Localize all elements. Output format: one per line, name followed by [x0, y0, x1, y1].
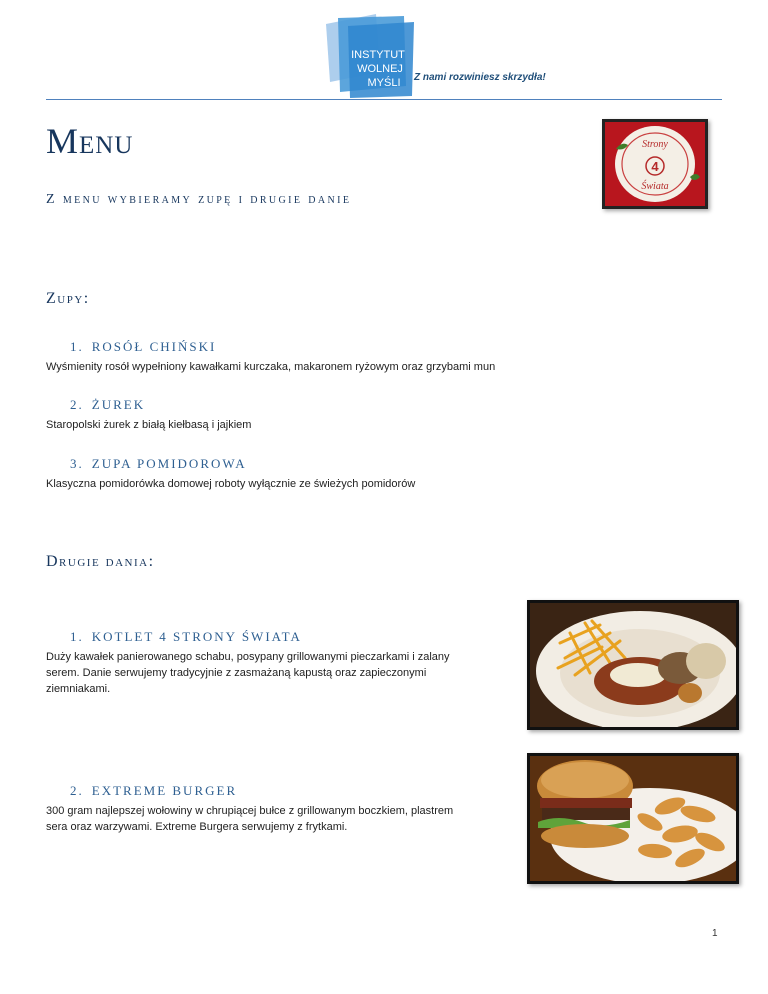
- burger-dish-photo: [527, 753, 739, 884]
- item-name: EXTREME BURGER: [91, 783, 238, 798]
- tagline: Z nami rozwiniesz skrzydła!: [414, 72, 546, 83]
- soup-item-description: Wyśmienity rosół wypełniony kawałkami kurczaka, makaronem ryżowym oraz grzybami mun: [46, 361, 496, 373]
- logo-line-2: WOLNEJ: [357, 63, 403, 75]
- badge-text-bottom: Świata: [641, 181, 669, 192]
- section-heading-mains: Drugie dania:: [46, 553, 155, 570]
- header-divider: [46, 99, 722, 100]
- item-name: ŻUREK: [91, 397, 146, 412]
- page-number: 1: [712, 928, 718, 939]
- item-name: ZUPA POMIDOROWA: [91, 456, 247, 471]
- page-subtitle: Z menu wybieramy zupę i drugie danie: [46, 192, 352, 207]
- soup-item-title: [70, 339, 216, 355]
- badge-text-top: Strony: [642, 139, 668, 150]
- soup-item-description: Staropolski żurek z białą kiełbasą i jajkiem: [46, 419, 252, 431]
- badge-text-number: 4: [651, 159, 659, 174]
- item-number: 1.: [70, 629, 84, 644]
- item-name: KOTLET 4 STRONY ŚWIATA: [91, 629, 302, 644]
- main-item-title: [70, 783, 237, 799]
- soup-item-title: [70, 397, 145, 413]
- cutlet-dish-photo: [527, 600, 739, 730]
- soup-item-description: Klasyczna pomidorówka domowej roboty wyłącznie ze świeżych pomidorów: [46, 478, 416, 490]
- item-number: 2.: [70, 783, 84, 798]
- restaurant-badge-image: [602, 119, 708, 209]
- main-item-description: Duży kawałek panierowanego schabu, posypany grillowanymi pieczarkami i zalany serem. Danie serwujemy tradycyjnie z zasmażaną kapustą oraz zapieczonymi ziemniakami.: [46, 651, 450, 695]
- logo-line-1: INSTYTUT: [351, 49, 405, 61]
- item-number: 2.: [70, 397, 84, 412]
- section-heading-soups: Zupy:: [46, 290, 90, 307]
- item-number: 1.: [70, 339, 84, 354]
- institute-logo: [318, 12, 418, 98]
- main-item-title: [70, 629, 302, 645]
- logo-line-3: MYŚLI: [367, 77, 401, 89]
- item-number: 3.: [70, 456, 84, 471]
- soup-item-title: [70, 456, 247, 472]
- main-item-description: 300 gram najlepszej wołowiny w chrupiącej bułce z grillowanym boczkiem, plastrem sera oraz warzywami. Extreme Burgera serwujemy z frytkami.: [46, 805, 454, 833]
- page-title: Menu: [46, 121, 134, 161]
- item-name: ROSÓŁ CHIŃSKI: [91, 339, 217, 354]
